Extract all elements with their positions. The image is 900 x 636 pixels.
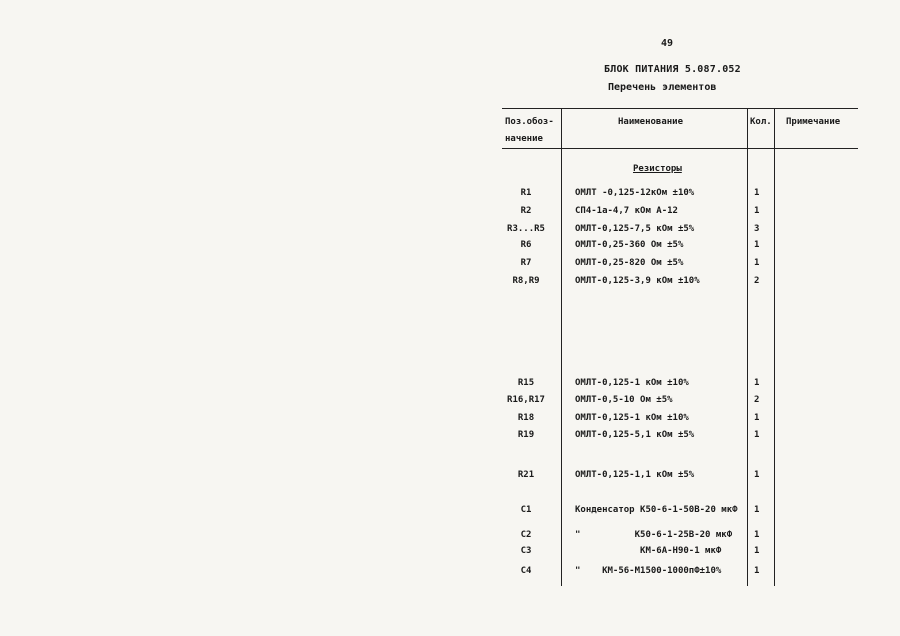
name-cell: " К50-6-1-25В-20 мкФ — [575, 530, 733, 540]
name-cell: Конденсатор К50-6-1-50В-20 мкФ — [575, 505, 738, 515]
quantity-cell: 2 — [754, 395, 760, 405]
name-cell: ОМЛТ-0,125-3,9 кОм ±10% — [575, 276, 700, 286]
name-cell: ОМЛТ-0,125-1 кОм ±10% — [575, 378, 689, 388]
quantity-cell: 1 — [754, 430, 760, 440]
position-cell: R1 — [520, 188, 532, 198]
position-cell: C4 — [520, 566, 532, 576]
position-cell: C1 — [520, 505, 532, 515]
name-cell: ОМЛТ-0,5-10 Ом ±5% — [575, 395, 673, 405]
header-note: Примечание — [786, 117, 841, 127]
quantity-cell: 1 — [754, 505, 760, 515]
position-cell: R15 — [517, 378, 535, 388]
position-cell: R8,R9 — [512, 276, 540, 286]
table-row — [0, 240, 900, 254]
table-row — [0, 224, 900, 238]
position-cell: R2 — [520, 206, 532, 216]
position-cell: C2 — [520, 530, 532, 540]
quantity-cell: 1 — [754, 240, 760, 250]
table-row — [0, 530, 900, 544]
position-cell: R21 — [517, 470, 535, 480]
quantity-cell: 2 — [754, 276, 760, 286]
quantity-cell: 3 — [754, 224, 760, 234]
position-cell: R19 — [517, 430, 535, 440]
name-cell: ОМЛТ-0,125-1,1 кОм ±5% — [575, 470, 695, 480]
position-cell: R3...R5 — [507, 224, 545, 234]
quantity-cell: 1 — [754, 378, 760, 388]
position-cell: R7 — [520, 258, 532, 268]
name-cell: ОМЛТ-0,25-360 Ом ±5% — [575, 240, 684, 250]
name-cell: ОМЛТ -0,125-12кОм ±10% — [575, 188, 695, 198]
quantity-cell: 1 — [754, 546, 760, 556]
quantity-cell: 1 — [754, 206, 760, 216]
position-cell: R16,R17 — [507, 395, 545, 405]
section-heading: Резисторы — [633, 164, 682, 174]
quantity-cell: 1 — [754, 470, 760, 480]
position-cell: C3 — [520, 546, 532, 556]
table-row — [0, 395, 900, 409]
header-qty: Кол. — [750, 117, 772, 127]
name-cell: КМ-6А-Н90-1 мкФ — [575, 546, 722, 556]
table-row — [0, 470, 900, 484]
document-title: БЛОК ПИТАНИЯ 5.087.052 — [604, 64, 741, 75]
name-cell: ОМЛТ-0,125-1 кОм ±10% — [575, 413, 689, 423]
name-cell: ОМЛТ-0,125-7,5 кОм ±5% — [575, 224, 695, 234]
page-number: 49 — [661, 38, 674, 49]
table-row — [0, 505, 900, 519]
name-cell: ОМЛТ-0,125-5,1 кОм ±5% — [575, 430, 695, 440]
table-row — [0, 546, 900, 560]
position-cell: R18 — [517, 413, 535, 423]
header-pos-line1: Поз.обоз- — [505, 117, 554, 127]
table-row — [0, 566, 900, 580]
quantity-cell: 1 — [754, 258, 760, 268]
table-top-rule — [502, 108, 858, 109]
name-cell: ОМЛТ-0,25-820 Ом ±5% — [575, 258, 684, 268]
name-cell: СП4-1а-4,7 кОм А-12 — [575, 206, 678, 216]
quantity-cell: 1 — [754, 413, 760, 423]
table-header-rule — [502, 148, 858, 149]
quantity-cell: 1 — [754, 188, 760, 198]
document-subtitle: Перечень элементов — [608, 82, 717, 93]
header-name: Наименование — [618, 117, 684, 127]
quantity-cell: 1 — [754, 530, 760, 540]
table-row — [0, 378, 900, 392]
quantity-cell: 1 — [754, 566, 760, 576]
position-cell: R6 — [520, 240, 532, 250]
table-row — [0, 276, 900, 290]
header-pos-line2: начение — [505, 134, 543, 144]
table-row — [0, 206, 900, 220]
table-row — [0, 188, 900, 202]
table-row — [0, 430, 900, 444]
table-row — [0, 413, 900, 427]
table-row — [0, 258, 900, 272]
name-cell: " КМ-56-М1500-1000пФ±10% — [575, 566, 722, 576]
